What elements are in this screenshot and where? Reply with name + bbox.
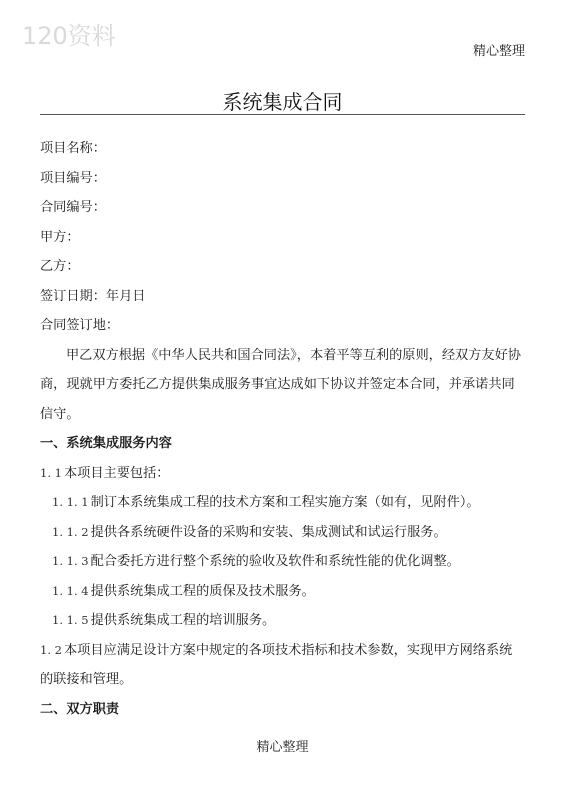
- field-project-name: 项目名称：: [40, 141, 106, 156]
- item-text: 提供系统集成工程的质保及技术服务。: [90, 583, 315, 599]
- field-party-b: 乙方：: [40, 259, 80, 274]
- field-project-number: 项目编号：: [40, 170, 106, 186]
- item-number: 1. 1. 2: [52, 524, 89, 539]
- item-text: 本项目应满足设计方案中规定的各项技术指标和技术参数，实现甲方网络系统的联接和管理。: [40, 642, 513, 687]
- field-contract-number: 合同编号：: [40, 200, 106, 215]
- section-1-heading: 一、系统集成服务内容: [40, 436, 172, 451]
- item-number: 1. 1. 1: [52, 495, 89, 509]
- item-1-1-1: [40, 488, 525, 518]
- item-number: 1. 1. 5: [52, 613, 89, 627]
- item-text: 提供各系统硬件设备的采购和安装、集成测试和试运行服务。: [90, 524, 447, 540]
- footer-note: 精心整理: [256, 740, 309, 755]
- document-body: [40, 134, 525, 724]
- item-1-2: [40, 636, 525, 695]
- item-number: 1. 1. 3: [52, 554, 89, 568]
- field-sign-date: 签订日期：年月日: [40, 288, 146, 304]
- watermark: 120资料: [22, 22, 116, 50]
- item-text: 提供系统集成工程的培训服务。: [90, 613, 276, 628]
- section-2-heading: 二、双方职责: [40, 701, 120, 717]
- item-text: 配合委托方进行整个系统的验收及软件和系统性能的优化调整。: [90, 554, 460, 569]
- field-sign-place: 合同签订地：: [40, 318, 120, 333]
- item-1-1-3: [40, 547, 525, 577]
- item-number: 1. 1. 4: [52, 583, 89, 598]
- intro-paragraph: 甲乙双方根据《中华人民共和国合同法》，本着平等互利的原则，经双方友好协商，现就甲方委托乙方提供集成服务事宜达成如下协议并签定本合同，并承诺共同信守。: [40, 347, 521, 422]
- item-text: 制订本系统集成工程的技术方案和工程实施方案（如有，见附件）。: [90, 495, 480, 510]
- header-note: 精心整理: [472, 44, 525, 59]
- item-1-1-5: [40, 606, 525, 636]
- field-party-a: 甲方：: [40, 229, 80, 245]
- item-1-1-4: [40, 577, 525, 607]
- document-title: 系统集成合同: [222, 90, 343, 114]
- item-text: 本项目主要包括：: [63, 465, 170, 481]
- item-1-1-2: [40, 518, 525, 548]
- item-number: 1. 2: [40, 642, 62, 657]
- title-divider: [40, 114, 525, 115]
- item-number: 1. 1: [40, 465, 62, 480]
- item-1-1: [40, 459, 525, 489]
